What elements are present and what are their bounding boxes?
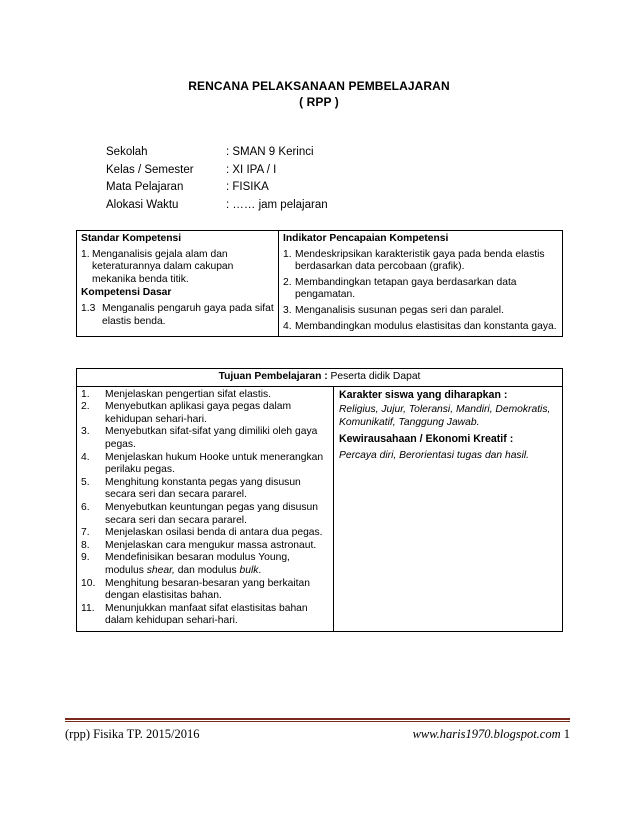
character-cell [334, 386, 563, 631]
info-row-kelas [106, 162, 328, 180]
footer-rule [65, 718, 570, 720]
objective-item [81, 578, 329, 603]
item-number: 3. [81, 426, 90, 438]
objective-item [81, 552, 329, 577]
ipk-item [283, 321, 558, 334]
competency-table [76, 230, 563, 337]
item-text: Menjelaskan cara mengukur massa astronaut. [105, 539, 317, 551]
objective-item [81, 603, 329, 628]
footer-page-number: 1 [563, 727, 570, 741]
item-number: 8. [81, 539, 90, 551]
item-number: 1.3 [81, 302, 96, 314]
info-label: Kelas / Semester [106, 163, 194, 176]
objective-item [81, 426, 329, 451]
info-label: Mata Pelajaran [106, 181, 184, 193]
footer-website: www.haris1970.blogspot.com [412, 727, 561, 741]
info-label: Alokasi Waktu [106, 198, 179, 211]
karakter-header: Karakter siswa yang diharapkan : [339, 388, 508, 401]
ipk-item [283, 249, 558, 274]
footer-left: (rpp) Fisika TP. 2015/2016 [65, 727, 200, 741]
info-label: Sekolah [106, 146, 148, 158]
info-value: : …… jam pelajaran [226, 198, 328, 211]
kd-header: Kompetensi Dasar [81, 287, 172, 299]
item-number: 3. [283, 304, 292, 316]
objectives-header-rest: Peserta didik Dapat [327, 371, 421, 382]
item-text: Membandingkan tetapan gaya berdasarkan data pengamatan. [295, 276, 517, 301]
identity-info [106, 144, 328, 214]
objective-item [81, 477, 329, 502]
item-text: Menjelaskan osilasi benda di antara dua pegas. [105, 527, 323, 539]
item-number: 11. [81, 602, 95, 614]
info-row-sekolah [106, 144, 328, 162]
page-title: RENCANA PELAKSANAAN PEMBELAJARAN [188, 79, 450, 93]
item-text: Menyebutkan sifat-sifat yang dimiliki oleh gaya pegas. [105, 426, 318, 450]
item-number: 4. [81, 451, 90, 463]
item-text: Menghitung konstanta pegas yang disusun secara seri dan secara pararel. [105, 476, 301, 501]
info-value: : XI IPA / I [226, 163, 277, 176]
item-number: 1. [81, 248, 90, 260]
item9-bulk: bulk [239, 564, 259, 576]
sk-header: Standar Kompetensi [81, 233, 182, 244]
sk-item [81, 249, 274, 287]
item-number: 6. [81, 501, 90, 513]
objectives-header-cell [77, 369, 563, 387]
item9-shear: shear, [146, 564, 175, 576]
item-number: 7. [81, 527, 90, 539]
item9-text-post: . [258, 564, 262, 576]
footer-rule-thin [65, 721, 570, 722]
item-text: Menunjukkan manfaat sifat elastisitas bahan dalam kehidupan sehari-hari. [105, 602, 308, 627]
item-text: Menjelaskan hukum Hooke untuk menerangkan perilaku pegas. [105, 451, 324, 476]
item-text: Menjelaskan pengertian sifat elastis. [105, 388, 271, 400]
objectives-header: Tujuan Pembelajaran : [218, 371, 328, 382]
item-text: Menganalisis susunan pegas seri dan paralel. [295, 304, 504, 316]
competency-left-cell [77, 231, 279, 337]
competency-right-cell [279, 231, 563, 337]
item-text: Menganalisis gejala alam dan keteraturannya dalam cakupan mekanika benda titik. [92, 248, 234, 285]
item9-text-pre: Mendefinisikan besaran modulus Young, modulus [105, 552, 290, 576]
item-number: 4. [283, 320, 292, 332]
karakter-text: Religius, Jujur, Toleransi, Mandiri, Demokratis, Komunikatif, Tanggung Jawab. [339, 404, 551, 428]
objective-item [81, 389, 329, 402]
ipk-item [283, 277, 558, 302]
item-number: 5. [81, 476, 90, 488]
info-row-mapel [106, 179, 328, 197]
item-text: Membandingkan modulus elastisitas dan konstanta gaya. [295, 320, 557, 332]
item-text: Menghitung besaran-besaran yang berkaitan dengan elastisitas bahan. [105, 577, 310, 602]
objective-item [81, 502, 329, 527]
item-text: Menyebutkan aplikasi gaya pegas dalam kehidupan sehari-hari. [105, 401, 292, 425]
item-number: 9. [81, 552, 90, 564]
ipk-header: Indikator Pencapaian Kompetensi [283, 233, 449, 244]
item-number: 1. [81, 388, 90, 400]
objective-item [81, 527, 329, 540]
item-text [105, 552, 329, 577]
objective-item [81, 540, 329, 553]
objective-item [81, 401, 329, 426]
kewirausahaan-header: Kewirausahaan / Ekonomi Kreatif : [339, 433, 514, 446]
item-number: 1. [283, 248, 292, 260]
footer-right [413, 727, 570, 742]
kewirausahaan-text: Percaya diri, Berorientasi tugas dan hasil. [339, 449, 530, 461]
item-number: 10. [81, 577, 96, 589]
objective-item [81, 452, 329, 477]
page-subtitle: ( RPP ) [299, 95, 339, 109]
info-value: : FISIKA [226, 181, 269, 193]
item-number: 2. [283, 276, 292, 288]
item9-text-mid: dan modulus [174, 564, 240, 576]
objectives-table [76, 368, 563, 632]
objectives-list-cell [77, 386, 334, 631]
info-row-alokasi [106, 197, 328, 215]
item-text: Menyebutkan keuntungan pegas yang disusun secara seri dan secara pararel. [105, 501, 318, 526]
item-text: Mendeskripsikan karakteristik gaya pada benda elastis berdasarkan data percobaan (grafik). [295, 248, 545, 273]
item-text: Menganalis pengaruh gaya pada sifat elastis benda. [102, 302, 274, 327]
item-number: 2. [81, 401, 90, 413]
ipk-item [283, 305, 558, 318]
kd-item [81, 303, 274, 328]
info-value: : SMAN 9 Kerinci [226, 146, 314, 158]
